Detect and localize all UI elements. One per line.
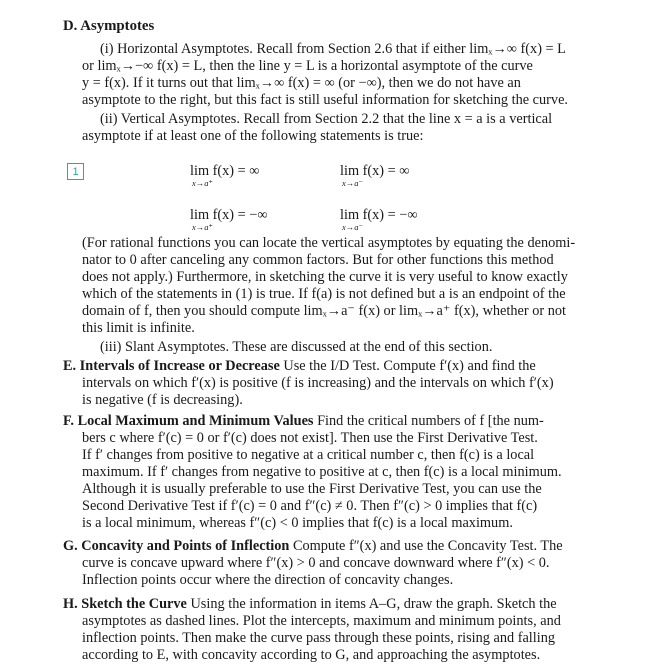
section-f-line-6: Second Derivative Test if f′(c) = 0 and f″(c) ≠ 0. Then f″(c) > 0 implies that f(c) (82, 498, 538, 514)
section-h-heading: H. Sketch the Curve (63, 596, 187, 612)
section-h-line-3: inflection points. Then make the curve pass through these points, rising and falling (82, 630, 556, 646)
section-g-heading: G. Concavity and Points of Inflection (63, 538, 290, 554)
section-e-heading: E. Intervals of Increase or Decrease (63, 358, 280, 374)
section-g-line-3: Inflection points occur where the direction of concavity changes. (82, 572, 454, 588)
section-f-line-3: If f′ changes from positive to negative at a critical number c, then f(c) is a local (82, 447, 535, 463)
section-h-line-1 (63, 596, 557, 613)
limit-statement-3 (190, 207, 268, 232)
equation-number-badge: 1 (67, 163, 84, 180)
section-d-line-4: asymptote to the right, but this fact is still useful information for sketching the curve. (82, 92, 568, 108)
section-d-after-3: does not apply.) Furthermore, in sketching the curve it is very useful to know exactly (82, 269, 568, 285)
section-f-line-1 (63, 413, 544, 430)
section-e-line-1 (63, 358, 536, 375)
limit-4-sub: x→a⁻ (342, 222, 364, 232)
section-d-after-6: this limit is infinite. (82, 320, 195, 336)
section-f-line-5: Although it is usually preferable to use the First Derivative Test, you can use the (82, 481, 542, 497)
section-d-after-5: domain of f, then you should compute limₓ→a⁻ f(x) or limₓ→a⁺ f(x), whether or not (82, 303, 566, 319)
section-e-line-1-text: Use the I/D Test. Compute f′(x) and find the (283, 358, 536, 374)
section-f-line-4: maximum. If f′ changes from negative to positive at c, then f(c) is a local minimum. (82, 464, 562, 480)
section-f-line-7: is a local minimum, whereas f″(c) < 0 implies that f(c) is a local maximum. (82, 515, 513, 531)
limit-3-sub: x→a⁺ (192, 222, 214, 232)
section-h-line-4: according to E, with concavity according to G, and approaching the asymptotes. (82, 647, 541, 663)
section-d-heading: D. Asymptotes (63, 18, 155, 34)
section-d-after-1: (For rational functions you can locate the vertical asymptotes by equating the denomi- (82, 235, 576, 251)
limit-4-expr: lim f(x) = −∞ (340, 207, 418, 223)
section-d-after-7: (iii) Slant Asymptotes. These are discussed at the end of this section. (100, 339, 493, 355)
section-d-line-1: (i) Horizontal Asymptotes. Recall from Section 2.6 that if either limₓ→∞ f(x) = L (100, 41, 566, 57)
limit-statement-4 (340, 207, 418, 232)
limit-statement-1 (190, 163, 259, 188)
section-d-line-3: y = f(x). If it turns out that limₓ→∞ f(x) = ∞ (or −∞), then we do not have an (82, 75, 521, 91)
limit-3-expr: lim f(x) = −∞ (190, 207, 268, 223)
section-d-after-2: nator to 0 after canceling any common factors. But for other functions this method (82, 252, 554, 268)
limit-2-expr: lim f(x) = ∞ (340, 163, 410, 179)
section-d-after-4: which of the statements in (1) is true. If f(a) is not defined but a is an endpoint of the (82, 286, 566, 302)
section-g-line-1-text: Compute f″(x) and use the Concavity Test. The (292, 538, 563, 554)
section-e-line-2: intervals on which f′(x) is positive (f is increasing) and the intervals on which f′(x) (82, 375, 554, 391)
section-h-line-1-text: Using the information in items A–G, draw the graph. Sketch the (190, 596, 557, 612)
section-g-line-1 (63, 538, 563, 555)
section-d-line-6: asymptote if at least one of the following statements is true: (82, 128, 424, 144)
limit-2-sub: x→a⁻ (342, 178, 364, 188)
section-f-line-1-text: Find the critical numbers of f [the num- (317, 413, 544, 429)
limit-statement-2 (340, 163, 409, 188)
section-g-line-2: curve is concave upward where f″(x) > 0 and concave downward where f″(x) < 0. (82, 555, 550, 571)
limit-1-sub: x→a⁺ (192, 178, 214, 188)
section-e-line-3: is negative (f is decreasing). (82, 392, 243, 408)
section-h-line-2: asymptotes as dashed lines. Plot the intercepts, maximum and minimum points, and (82, 613, 561, 629)
section-d-line-5: (ii) Vertical Asymptotes. Recall from Section 2.2 that the line x = a is a vertical (100, 111, 553, 127)
limit-1-expr: lim f(x) = ∞ (190, 163, 260, 179)
section-f-line-2: bers c where f′(c) = 0 or f′(c) does not exist]. Then use the First Derivative Test. (82, 430, 538, 446)
section-f-heading: F. Local Maximum and Minimum Values (63, 413, 314, 429)
section-d-line-2: or limₓ→−∞ f(x) = L, then the line y = L is a horizontal asymptote of the curve (82, 58, 533, 74)
